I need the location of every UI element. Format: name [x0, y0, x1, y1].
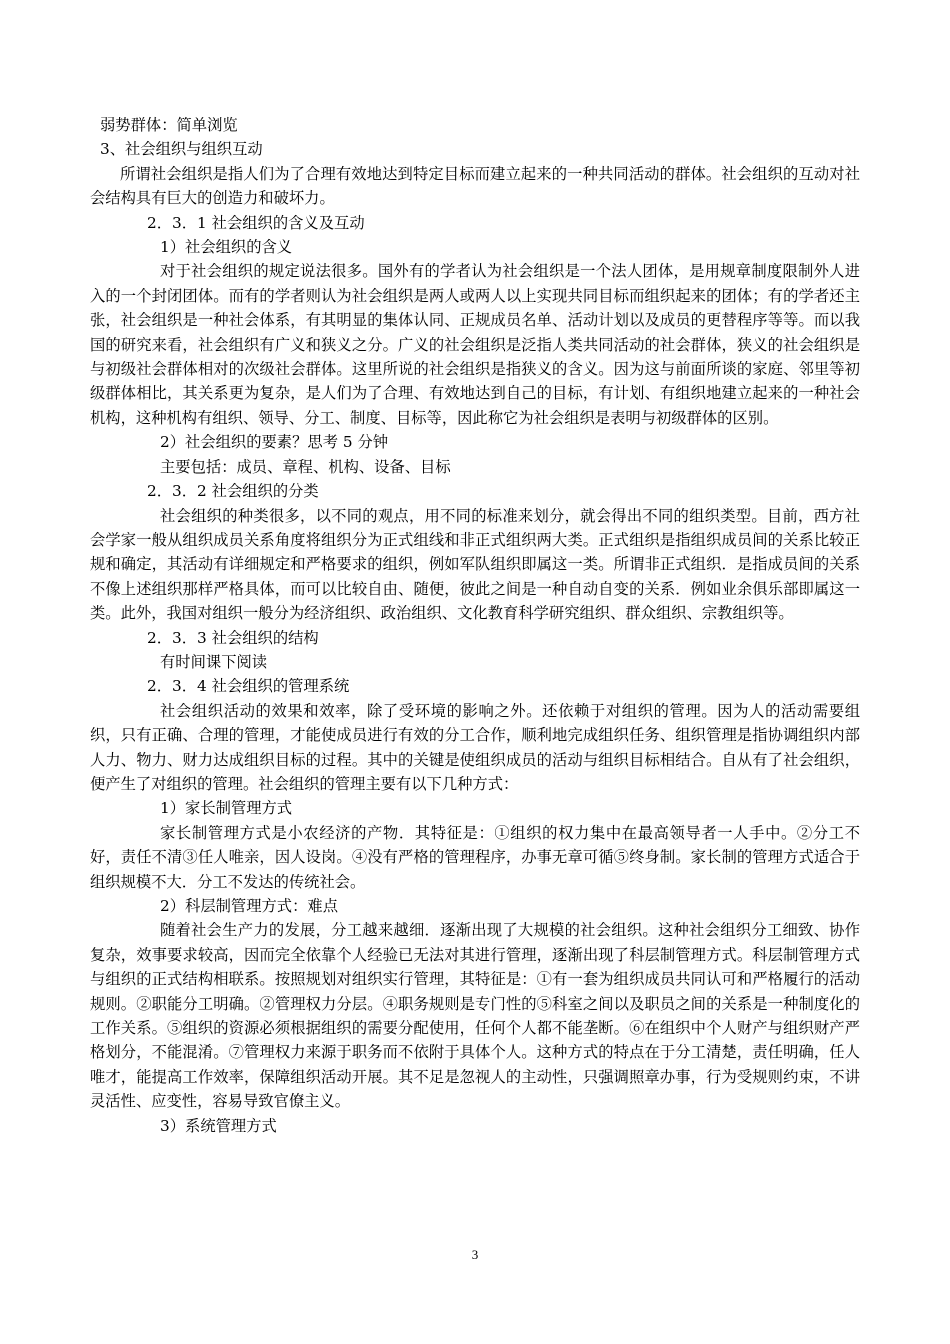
subheading-bureaucracy: 2）科层制管理方式：难点 [160, 897, 338, 915]
paragraph-classification: 社会组织的种类很多，以不同的观点，用不同的标准来划分，就会得出不同的组织类型。目前，西方社会学家一般从组织成员关系角度将组织分为正式组线和非正式组织两大类。正式组织是指组织成员间的关系比较正规和确定，其活动有详细规定和严格要求的组织，例如军队组织即属这一类。所谓非正式组织．是指成员间的关系不像上述组织那样严格具体，而可以比较自由、随便，彼此之间是一种自动自变的关系．例如业余俱乐部即属这一类。此外，我国对组织一般分为经济组织、政治组织、文化教育科学研究组织、群众组织、宗教组织等。 [90, 506, 860, 623]
subheading-systems: 3）系统管理方式 [160, 1116, 277, 1135]
paragraph-patriarchal: 家长制管理方式是小农经济的产物．其特征是：①组织的权力集中在最高领导者一人手中。②分工不好，责任不清③任人唯亲，因人设岗。④没有严格的管理程序，办事无章可循⑤终身制。家长制的管理方式适合于组织规模不大．分工不发达的传统社会。 [90, 823, 860, 891]
line-read-later: 有时间课下阅读 [160, 652, 268, 671]
section-heading-3: 3、社会组织与组织互动 [100, 140, 263, 159]
line-elements-list: 主要包括：成员、章程、机构、设备、目标 [160, 457, 451, 476]
paragraph-management: 社会组织活动的效果和效率，除了受环境的影响之外。还依赖于对组织的管理。因为人的活动需要组织，只有正确、合理的管理，才能使成员进行有效的分工合作，顺利地完成组织任务、组织管理是指协调组织内部人力、物力、财力达成组织目标的过程。其中的关键是使组织成员的活动与组织目标相结合。自从有了社会组织，便产生了对组织的管理。社会组织的管理主要有以下几种方式： [90, 701, 860, 793]
line-weak-group: 弱势群体：简单浏览 [100, 116, 238, 134]
heading-2-3-3: 2．3．3 社会组织的结构 [147, 628, 319, 647]
paragraph-meaning: 对于社会组织的规定说法很多。国外有的学者认为社会组织是一个法人团体，是用规章制度限制外人进入的一个封闭团体。而有的学者则认为社会组织是两人或两人以上实现共同目标而组织起来的团体；有的学者还主张，社会组织是一种社会体系，有其明显的集体认同、正规成员名单、活动计划以及成员的更替程序等等。而以我国的研究来看，社会组织有广义和狭义之分。广义的社会组织是泛指人类共同活动的社会群体，狭义的社会组织是与初级社会群体相对的次级社会群体。这里所说的社会组织是指狭义的含义。因为这与前面所谈的家庭、邻里等初级群体相比，其关系更为复杂，是人们为了合理、有效地达到自己的目标，有计划、有组织地建立起来的一种社会机构，这种机构有组织、领导、分工、制度、目标等，因此称它为社会组织是表明与初级群体的区别。 [90, 262, 860, 427]
heading-2-3-1: 2．3．1 社会组织的含义及互动 [147, 213, 365, 232]
page-number: 3 [471, 1247, 479, 1262]
subheading-meaning: 1）社会组织的含义 [160, 238, 293, 257]
subheading-patriarchal: 1）家长制管理方式 [160, 799, 293, 818]
paragraph-bureaucracy: 随着社会生产力的发展，分工越来越细．逐渐出现了大规模的社会组织。这种社会组织分工细致、协作复杂，效事要求较高，因而完全依靠个人经验已无法对其进行管理，逐渐出现了科层制管理方式。科层制管理方式与组织的正式结构相联系。按照规划对组织实行管理，其特征是：①有一套为组织成员共同认可和严格履行的活动规则。②职能分工明确。②管理权力分层。④职务规则是专门性的⑤科室之间以及职员之间的关系是一种制度化的工作关系。⑤组织的资源必须根据组织的需要分配使用，任何个人都不能垄断。⑥在组织中个人财产与组织财产严格划分，不能混淆。⑦管理权力来源于职务而不依附于具体个人。这种方式的特点在于分工清楚，责任明确，任人唯才，能提高工作效率，保障组织活动开展。其不足是忽视人的主动性，只强调照章办事，行为受规则约束，不讲灵活性、应变性，容易导致官僚主义。 [90, 921, 860, 1111]
heading-2-3-2: 2．3．2 社会组织的分类 [147, 482, 319, 501]
subheading-elements: 2）社会组织的要素？思考 5 分钟 [160, 433, 389, 452]
heading-2-3-4: 2．3．4 社会组织的管理系统 [147, 677, 350, 696]
document-page [90, 113, 860, 1138]
paragraph-definition: 所谓社会组织是指人们为了合理有效地达到特定目标而建立起来的一种共同活动的群体。社会组织的互动对社会结构具有巨大的创造力和破坏力。 [90, 164, 860, 208]
